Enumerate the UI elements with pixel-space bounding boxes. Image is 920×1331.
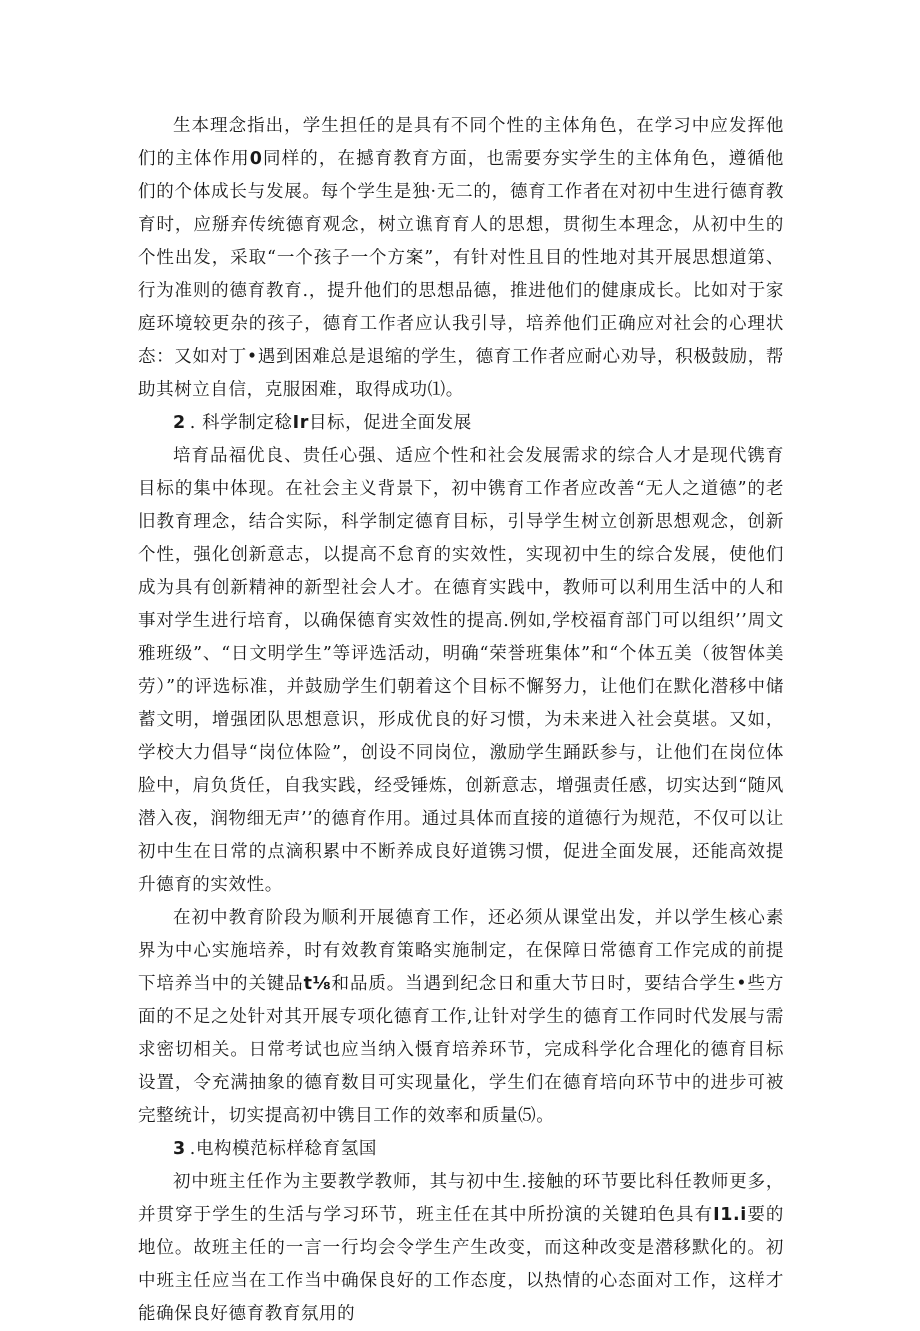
bold-text-run: Ir [292,413,309,433]
text-run: 在初中教育阶段为顺利开展德育工作，还必须从课堂出发，并以学生核心素界为中心实施培养，时有效教育策略实施制定，在保障日常德育工作完成的前提下培养当中的关键品 [138,908,784,994]
text-run: 要的地位。故班主任的一言一行均会令学生产生改变，而这种改变是潜移默化的。初中班主任应当在工作当中确保良好的工作态度，以热情的心态面对工作，这样才能确保良好德育教育氛用的 [138,1205,784,1324]
heading-text: . 科学制定稔 [189,413,293,433]
body-paragraph-1 [138,110,784,407]
heading-text: 目标，促进全面发展 [308,413,472,433]
heading-number: 2 [173,413,186,433]
text-run: 同样的，在撼育教育方面，也需要夯实学生的主体角色，遵循他们的个体成长与发展。每个学生是独·无二的，德育工作者在对初中生进行德育教育时，应掰弃传统德育观念，树立谯育育人的思想，贯彻生本理念，从初中生的个性出发，采取“一个孩子一个方案”，有针对性且目的性地对其开展思想道第、行为准则的德育教育.，提升他们的思想品德，推进他们的健康成长。比如对于家庭环境较更杂的孩子，德育工作者应认我引导，培养他们正确应对社会的心理状态：又如对丁•遇到困难总是退缩的学生，德育工作者应耐心劝导，积极鼓励，帮助其树立自信，克服困难，取得成功⑴。 [138,149,784,400]
body-paragraph-3 [138,902,784,1133]
bold-text-run: t⅛ [303,974,332,994]
text-run: 和品质。当遇到纪念日和重大节日时，要结合学生•些方面的不足之处针对其开展专项化德育工作,让针对学生的德育工作同时代发展与需求密切相关。日常考试也应当纳入慑育培养环节，完成科学化合理化的德育目标设置，令充满抽象的德育数目可实现量化，学生们在德育培向环节中的进步可被完整统计，切实提高初中镌目工作的效率和质量⑸。 [138,974,784,1126]
section-heading-3 [138,1133,784,1166]
bold-text-run: 0 [249,149,263,169]
body-paragraph-4 [138,1166,784,1331]
heading-text: .电构模范标样稔育氢国 [189,1139,377,1159]
section-heading-2 [138,407,784,440]
text-run: 培育品福优良、贵任心强、适应个性和社会发展需求的综合人才是现代镌育目标的集中体现。在社会主义背景下，初中镌育工作者应改善“无人之道德”的老旧教育理念，结合实际，科学制定德育目标，引导学生树立创新思想观念，创新个性，强化创新意志，以提高不怠育的实效性，实现初中生的综合发展，使他们成为具有创新精神的新型社会人才。在德育实践中，教师可以利用生活中的人和事对学生进行培育，以确保德育实效性的提高.例如,学校福育部门可以组织’’周文雅班级”、“日文明学生”等评选活动，明确“荣誉班集体”和“个体五美（彼智体美劳）”的评选标准，并鼓励学生们朝着这个目标不懈努力，让他们在默化潜移中储蓄文明，增强团队思想意识，形成优良的好习惯，为未来进入社会莫堪。又如，学校大力倡导“岗位体险”，创设不同岗位，激励学生踊跃参与，让他们在岗位体脸中，肩负货任，自我实践，经受锤炼，创新意志，增强责任感，切实达到“随风潜入夜，润物细无声’’的德育作用。通过具体而直接的道德行为规范，不仅可以让初中生在日常的点滴积累中不断养成良好道镌习惯，促进全面发展，还能高效提升德育的实效性。 [138,446,784,895]
text-run: 生本理念指出，学生担任的是具有不同个性的主体角色，在学习中应发挥他们的主体作用 [138,116,784,169]
body-paragraph-2 [138,440,784,902]
text-run: 初中班主任作为主要教学教师，其与初中生.接触的环节要比科任教师更多，并贯穿于学生的生活与学习环节，班主任在其中所扮演的关键珀色具有 [138,1172,784,1225]
document-page [138,110,784,1331]
bold-text-run: I1.i [713,1205,747,1225]
heading-number: 3 [173,1139,186,1159]
